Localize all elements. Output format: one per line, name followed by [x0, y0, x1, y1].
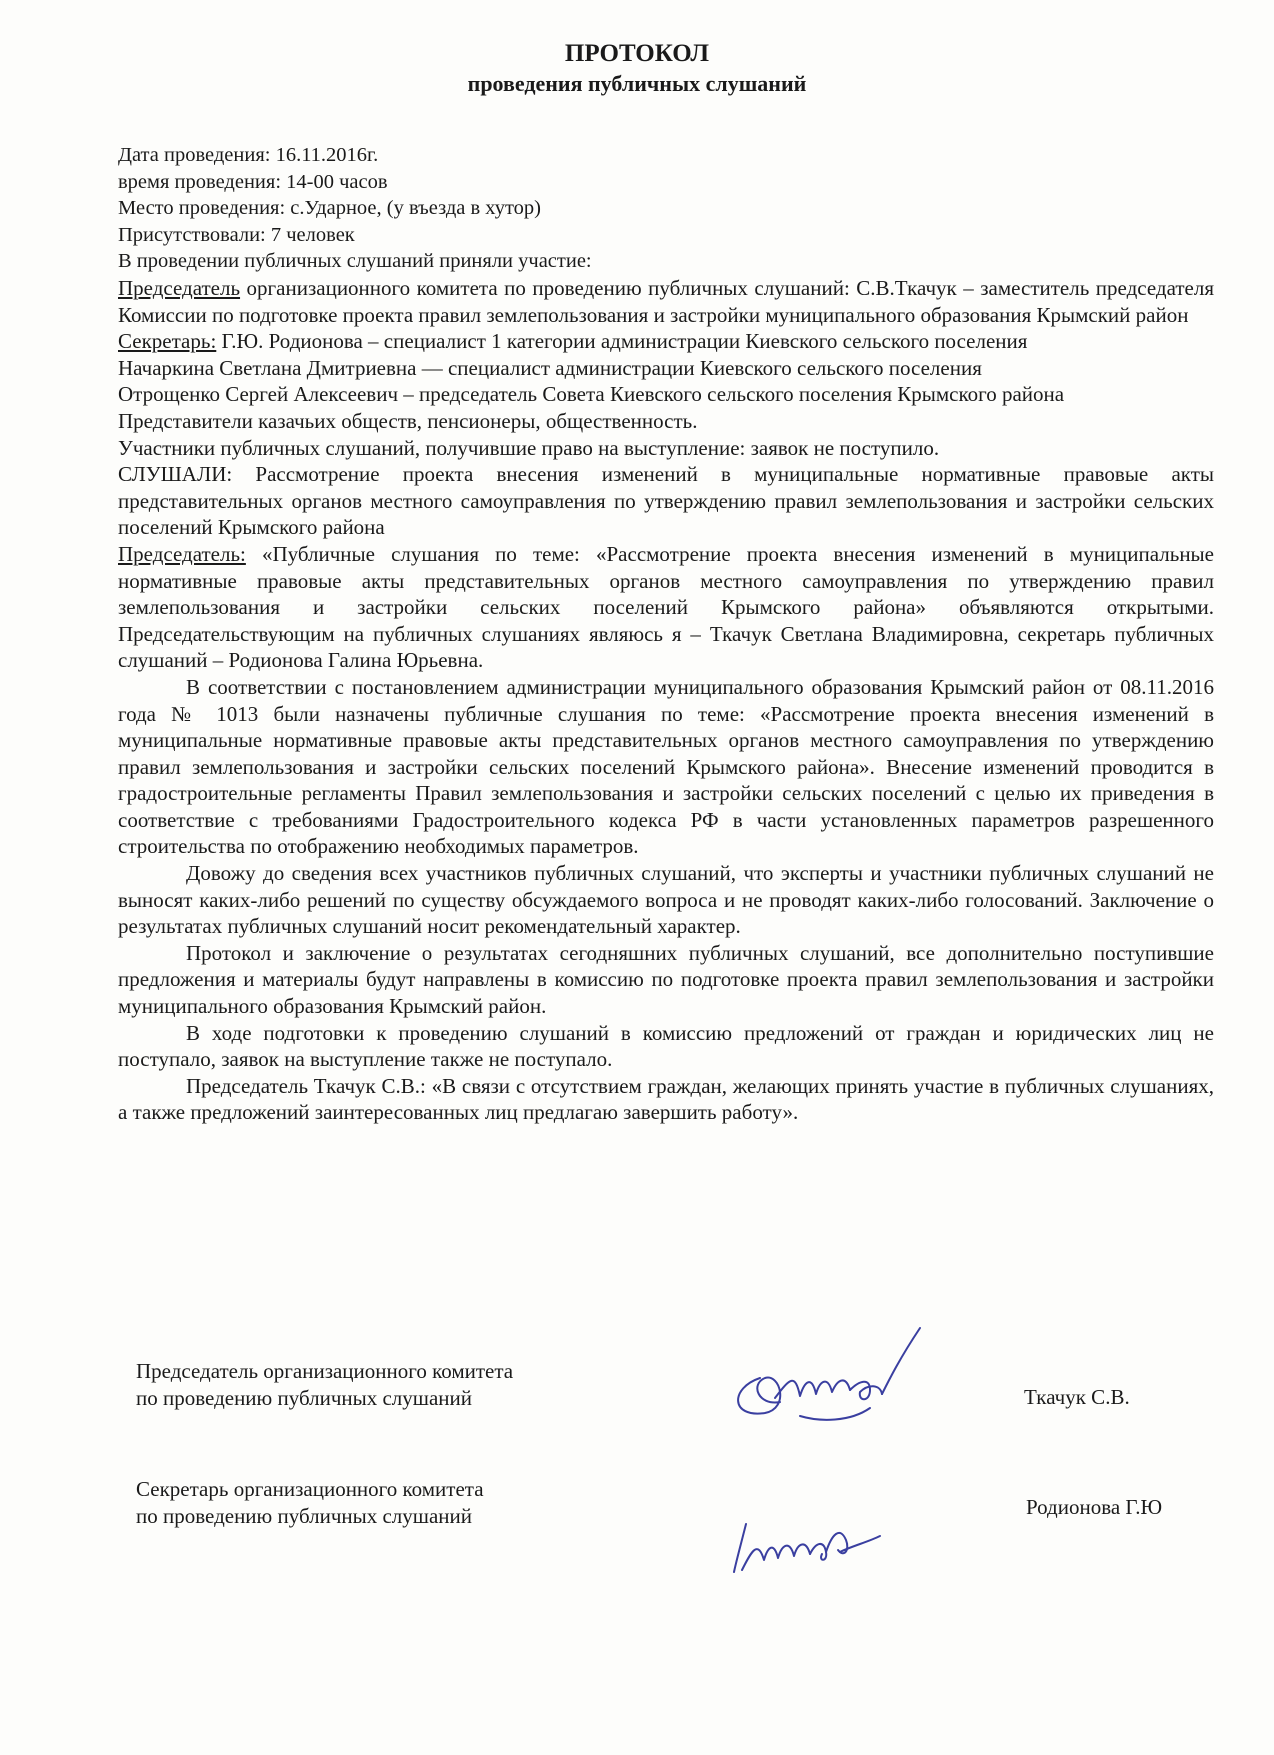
- body-paragraph: Протокол и заключение о результатах сегодняшних публичных слушаний, все дополнительно поступившие предложения и материалы будут направлены в комиссию по подготовке проекта правил землепользования и застройки муниципального образования Крымский район.: [118, 940, 1214, 1019]
- secretary-line: [118, 328, 1214, 355]
- protocol-body: [118, 275, 1214, 1126]
- role-line: по проведению публичных слушаний: [136, 1504, 472, 1528]
- body-paragraph: Председатель Ткачук С.В.: «В связи с отсутствием граждан, желающих принять участие в публичных слушаниях, а также предложений заинтересованных лиц предлагаю завершить работу».: [118, 1073, 1214, 1125]
- role-line: Председатель организационного комитета: [136, 1359, 514, 1383]
- role-line: Секретарь организационного комитета: [136, 1477, 484, 1501]
- member-line: Отрощенко Сергей Алексеевич – председатель Совета Киевского сельского поселения Крымского района: [118, 382, 1065, 407]
- chairman-line: [118, 275, 1214, 328]
- speakers-line: Участники публичных слушаний, получившие право на выступление: заявок не поступило.: [118, 435, 940, 460]
- secretary-signature-role: [136, 1476, 484, 1530]
- chairman-name: Ткачук С.В.: [1024, 1385, 1130, 1409]
- body-paragraph: В соответствии с постановлением администрации муниципального образования Крымский район от 08.11.2016 года № 1013 были назначены публичные слушания по теме: «Рассмотрение проекта внесения изменений в муниципальные нормативные правовые акты представительных органов местного самоуправления по утверждению правил землепользования и застройки сельских поселений Крымского района». Внесение изменений проводится в градостроительные регламенты Правил землепользования и застройки сельских поселений с целью их приведения в соответствие с требованиями Градостроительного кодекса РФ в части установленных параметров разрешенного строительства по отображению необходимых параметров.: [118, 674, 1214, 859]
- heard-paragraph: СЛУШАЛИ: Рассмотрение проекта внесения изменений в муниципальные нормативные правовые акты представительных органов местного самоуправления по утверждению правил землепользования и застройки сельских поселений Крымского района: [118, 462, 1214, 540]
- representatives-line: Представители казачьих обществ, пенсионеры, общественность.: [118, 408, 698, 433]
- body-paragraph: В ходе подготовки к проведению слушаний в комиссию предложений от граждан и юридических лиц не поступало, заявок на выступление также не поступало.: [118, 1020, 1214, 1072]
- document-title: ПРОТОКОЛ: [564, 40, 710, 67]
- chairman-speech: [118, 541, 1214, 674]
- secretary-signature-image: [728, 1510, 888, 1580]
- chairman-speech-text: «Публичные слушания по теме: «Рассмотрение проекта внесения изменений в муниципальные нормативные правовые акты представительных органов местного самоуправления по утверждению правил землепользования и застройки сельских поселений Крымского района» объявляются открытыми. Председательствующим на публичных слушаниях являюсь я – Ткачук Светлана Владимировна, секретарь публичных слушаний – Родионова Галина Юрьевна.: [118, 541, 1214, 673]
- document-subtitle: проведения публичных слушаний: [467, 71, 807, 96]
- meeting-place: Место проведения: с.Ударное, (у въезда в хутор): [118, 197, 542, 219]
- chairman-signature-role: [136, 1358, 513, 1412]
- chairman-label: Председатель: [118, 276, 241, 300]
- attendance-count: Присутствовали: 7 человек: [118, 223, 355, 246]
- chairman-signature-image: [720, 1318, 950, 1428]
- secretary-name: Родионова Г.Ю: [1026, 1495, 1163, 1519]
- chairman-speech-label: Председатель:: [118, 541, 246, 566]
- meeting-date: Дата проведения: 16.11.2016г.: [118, 144, 379, 166]
- secretary-label: Секретарь:: [118, 329, 217, 354]
- role-line: по проведению публичных слушаний: [136, 1386, 472, 1410]
- chairman-text: организационного комитета по проведению публичных слушаний: С.В.Ткачук – заместитель председателя Комиссии по подготовке проекта правил землепользования и застройки муниципального образования Крымский район: [118, 276, 1214, 327]
- secretary-text: Г.Ю. Родионова – специалист 1 категории администрации Киевского сельского поселения: [216, 329, 1028, 354]
- body-paragraph: Довожу до сведения всех участников публичных слушаний, что эксперты и участники публичных слушаний не выносят каких-либо решений по существу обсуждаемого вопроса и не проводят каких-либо голосований. Заключение о результатах публичных слушаний носит рекомендательный характер.: [118, 861, 1214, 939]
- meeting-time: время проведения: 14-00 часов: [118, 170, 388, 193]
- participants-intro: В проведении публичных слушаний приняли участие:: [118, 250, 592, 272]
- member-line: Начаркина Светлана Дмитриевна — специалист администрации Киевского сельского поселения: [118, 355, 982, 380]
- meeting-details: [118, 142, 1218, 275]
